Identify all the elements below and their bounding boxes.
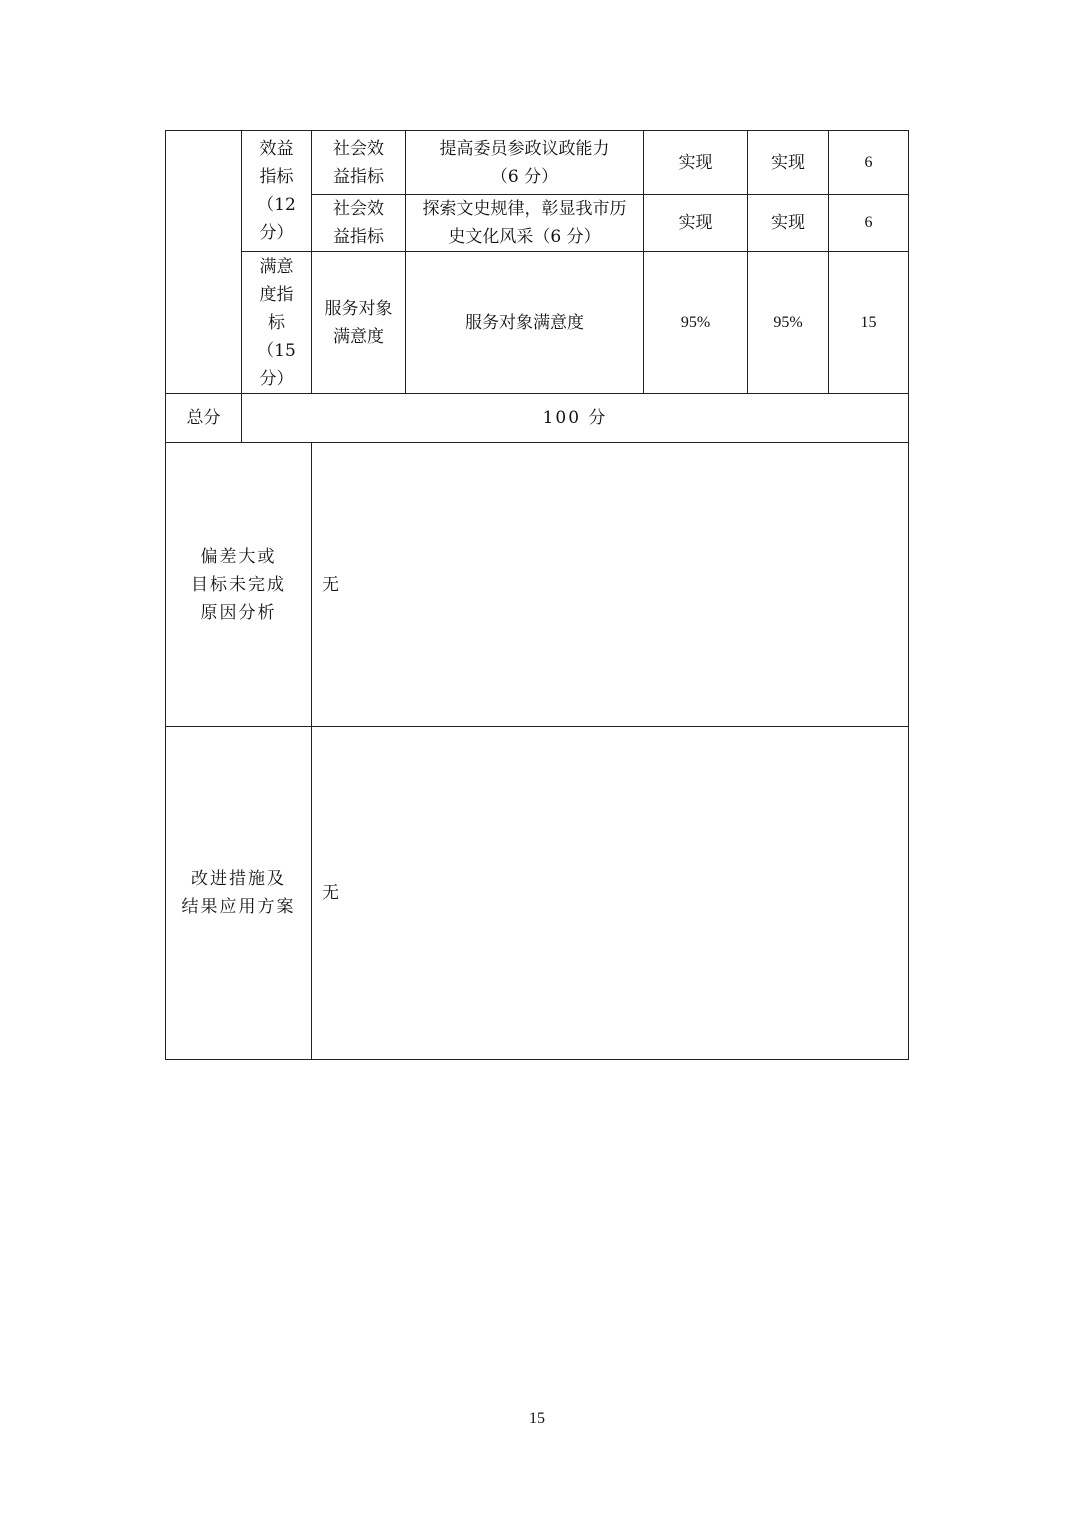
total-label-cell: 总分 — [165, 393, 242, 443]
blank-first-column-cell — [165, 130, 242, 394]
page-number: 15 — [529, 1410, 545, 1427]
improvement-label-cell: 改进措施及 结果应用方案 — [165, 726, 312, 1060]
benefit-row-2-target: 实现 — [643, 194, 748, 252]
satisfaction-indicator: 服务对象满意度 — [405, 251, 644, 394]
satisfaction-category-cell — [241, 251, 312, 394]
satisfaction-category-label: 满意 度指 标 （15 分） — [257, 256, 296, 389]
benefit-row-1-target: 实现 — [643, 130, 748, 195]
satisfaction-subcategory: 服务对象 满意度 — [311, 251, 406, 394]
benefit-category-cell — [241, 130, 312, 252]
deviation-label-cell: 偏差大或 目标未完成 原因分析 — [165, 442, 312, 727]
benefit-category-label: 效益 指标 （12 分） — [257, 139, 296, 243]
benefit-row-1-actual: 实现 — [747, 130, 829, 195]
benefit-row-2-actual: 实现 — [747, 194, 829, 252]
satisfaction-actual: 95% — [747, 251, 829, 394]
improvement-value-cell: 无 — [311, 726, 909, 1060]
benefit-row-1-indicator: 提高委员参政议政能力 （6 分） — [405, 130, 644, 195]
benefit-row-1-subcategory: 社会效 益指标 — [311, 130, 406, 195]
benefit-row-2-score: 6 — [828, 194, 909, 252]
benefit-row-2-indicator: 探索文史规律，彰显我市历 史文化风采（6 分） — [405, 194, 644, 252]
satisfaction-target: 95% — [643, 251, 748, 394]
deviation-value-cell: 无 — [311, 442, 909, 727]
total-value-cell: 100 分 — [241, 393, 909, 443]
benefit-row-1-score: 6 — [828, 130, 909, 195]
satisfaction-score: 15 — [828, 251, 909, 394]
benefit-row-2-subcategory: 社会效 益指标 — [311, 194, 406, 252]
